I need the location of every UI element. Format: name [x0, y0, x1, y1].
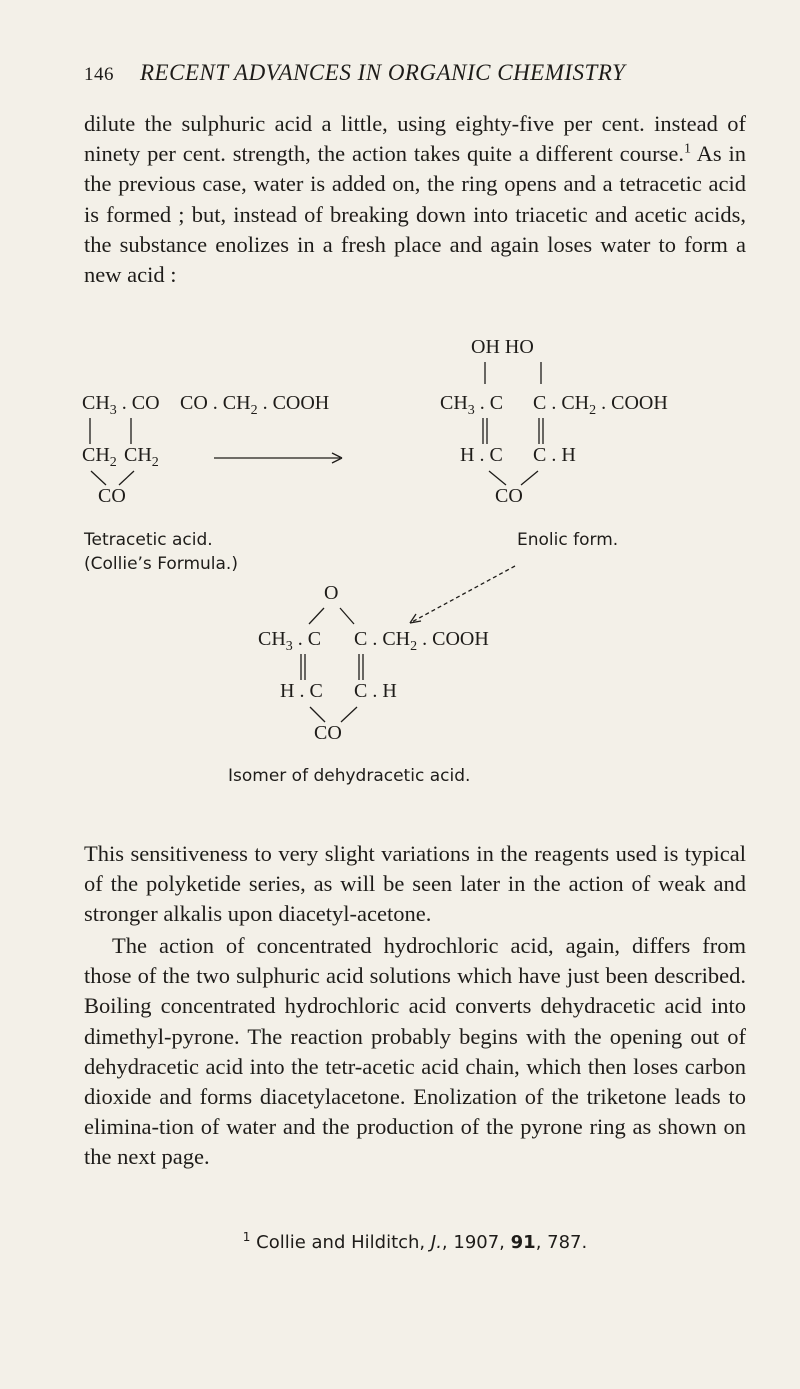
tetracetic-caption: Tetracetic acid. — [84, 530, 213, 550]
tetracetic-row-1b: CO . $CH_2$ . COOH — [180, 392, 330, 418]
paragraph-2: This sensitiveness to very slight variations in the reagents used is typical of the polyketide series, as will be seen later in the action of weak and stronger alkalis upon diacetyl-acetone. — [84, 841, 746, 927]
enolic-row-1a: $CH_3$ . C — [440, 392, 504, 418]
footnote — [84, 1232, 746, 1253]
isomer-row-1b: C . $CH_2$ . COOH — [354, 628, 489, 654]
enolic-caption: Enolic form. — [517, 530, 619, 550]
footnote-reference: 1 — [683, 141, 691, 157]
bond-right-v1 — [489, 471, 506, 485]
bond-left-v1 — [91, 471, 106, 485]
bond-bottom-o1 — [309, 608, 324, 624]
enolic-row-2a: H . C — [460, 444, 503, 466]
paragraph-1 — [84, 109, 746, 290]
isomer-row-3: CO — [314, 722, 342, 744]
enolic-top: OH HO — [471, 336, 534, 358]
tetracetic-row-2a: $CH_2$ — [82, 444, 117, 470]
isomer-row-1a: $CH_3$ . C — [258, 628, 322, 654]
isomer-row-2a: H . C — [280, 680, 323, 702]
paragraph-1-text-a: dilute the sulphuric acid a little, using eighty-five per cent. instead of ninety per cent. strength, the action takes quite a different course. — [84, 111, 746, 167]
footnote-pages: , 787. — [535, 1232, 588, 1253]
tetracetic-caption-formula: (Collie’s Formula.) — [84, 554, 238, 574]
isomer-caption: Isomer of dehydracetic acid. — [228, 766, 471, 786]
paragraph-1-text-b: As in the previous case, water is added on, the ring opens and a tetracetic acid is formed ; but, instead of breaking down into triacetic and acetic acids, the substance enolizes in a fresh place and again loses water to form a new acid : — [84, 141, 746, 288]
tetracetic-row-3: CO — [98, 485, 126, 507]
footnote-authors: Collie and Hilditch, — [250, 1232, 431, 1253]
page-number: 146 — [84, 64, 114, 85]
isomer-row-2b: C . H — [354, 680, 397, 702]
footnote-journal: J. — [430, 1232, 442, 1253]
bond-bottom-v1 — [310, 707, 325, 722]
paragraph-3: The action of concentrated hydrochloric acid, again, differs from those of the two sulphuric acid solutions which have just been described. Boiling concentrated hydrochloric acid converts dehydracetic acid into dimethyl-pyrone. The reaction probably begins with the opening out of dehydracetic acid into the tetr-acetic acid chain, which then loses carbon dioxide and forms diacetylacetone. Enolization of the triketone leads to elimina-tion of water and the production of the pyrone ring as shown on the next page. — [84, 933, 746, 1170]
bond-right-v2 — [521, 471, 538, 485]
running-title: RECENT ADVANCES IN ORGANIC CHEMISTRY — [140, 60, 626, 85]
reaction-arrow-head-a — [332, 453, 342, 458]
dashed-arrow-shaft — [410, 566, 515, 623]
reaction-arrow-head-b — [332, 458, 342, 463]
isomer-oxygen: O — [324, 582, 339, 604]
footnote-volume: 91 — [510, 1232, 536, 1253]
tetracetic-row-2b: $CH_2$ — [124, 444, 159, 470]
footnote-mark: 1 — [242, 1230, 251, 1244]
chemical-reaction-diagram — [0, 330, 800, 830]
footnote-year: , 1907, — [441, 1232, 511, 1253]
tetracetic-row-1: $CH_3$ . CO — [82, 392, 160, 418]
bond-left-v2 — [119, 471, 134, 485]
page-header — [84, 60, 744, 96]
enolic-row-3: CO — [495, 485, 523, 507]
enolic-row-2b: C . H — [533, 444, 576, 466]
bond-bottom-o2 — [340, 608, 354, 624]
enolic-row-1b: C . $CH_2$ . COOH — [533, 392, 668, 418]
bond-bottom-v2 — [341, 707, 357, 722]
